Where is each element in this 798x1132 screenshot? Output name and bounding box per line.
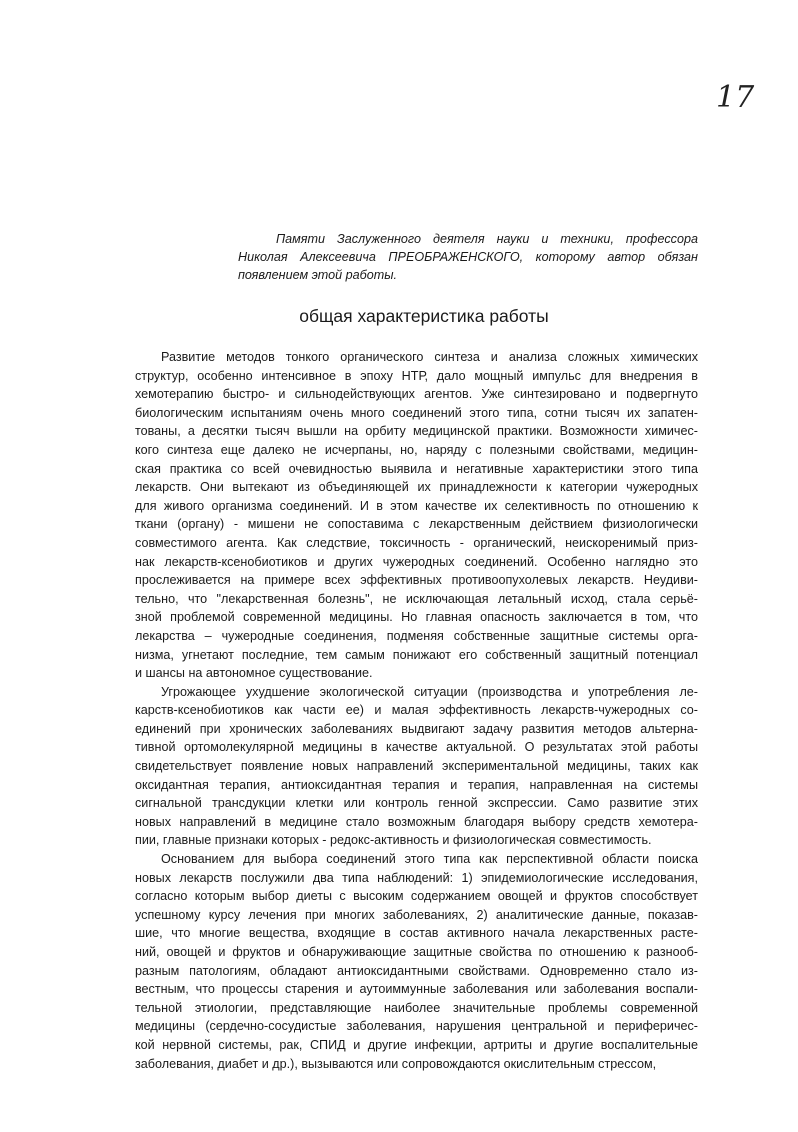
section-title: общая характеристика работы (299, 306, 549, 326)
text-line: разным патологиям, обладают антиоксидантными свойствами. Одновременно стало из- (135, 963, 698, 978)
text-line: низма, угнетают последние, тем самым понижают его собственный защитный потенциал (135, 647, 698, 662)
dedication-line: Николая Алексеевича ПРЕОБРАЖЕНСКОГО, которому автор обязан (238, 250, 698, 264)
text-line: прослеживается на примере всех эффективных противоопухолевых лекарств. Неудиви- (135, 573, 698, 588)
text-line: карств-ксенобиотиков как части ее) и малая эффективность лекарств-чужеродных со- (135, 703, 698, 718)
text-line: новых направлений в медицине стало возможным благодаря выбору средств хемотера- (135, 814, 698, 829)
text-line: структур, особенно интенсивное в эпоху НТР, дало мощный импульс для внедрения в (135, 368, 698, 383)
text-line: и шансы на автономное существование. (135, 666, 373, 681)
text-line: сигнальной трансдукции клетки или контроль генной экспрессии. Само развитие этих (135, 796, 698, 811)
text-line: лекарств. Они вытекают из объединяющей их принадлежности к категории чужеродных (135, 480, 698, 495)
text-line: пии, главные признаки которых - редокс-активность и физиологическая совместимость. (135, 833, 652, 848)
dedication-line: появлением этой работы. (238, 268, 397, 282)
text-line: хемотерапию быстро- и сильнодействующих агентов. Уже синтезировано и подвергнуто (135, 387, 698, 402)
text-line: тельно, что "лекарственная болезнь", не исключающая летальный исход, стала серьё- (135, 591, 698, 606)
body-text (135, 348, 698, 1073)
text-line: вестным, что процессы старения и аутоиммунные заболевания или заболевания воспали- (135, 982, 698, 997)
text-line: свидетельствует появление новых направлений экспериментальной медицины, таких как (135, 759, 698, 774)
text-line: ткани (органу) - мишени не сопоставима с лекарственным действием физиологически (135, 517, 698, 532)
text-line: совместимого агента. Как следствие, токсичность - органический, неискоренимый приз- (135, 535, 698, 550)
page-number: 17 (716, 80, 755, 115)
paragraph (135, 683, 698, 850)
text-line: ний, овощей и фруктов и обнаруживающие защитные свойства по отношению к разнооб- (135, 945, 698, 959)
text-line: шие, что многие вещества, входящие в состав активного начала лекарственных расте- (135, 926, 698, 941)
paragraph (135, 850, 698, 1073)
text-line: согласно которым выбор диеты с высоким содержанием овощей и фруктов способствует (135, 889, 698, 904)
text-line: Основанием для выбора соединений этого типа как перспективной области поиска (161, 852, 698, 867)
text-line: нак лекарств-ксенобиотиков и других чужеродных соединений. Особенно наглядно это (135, 554, 698, 569)
text-line: кого синтеза еще далеко не исчерпаны, но, наряду с полезными свойствами, медицин- (135, 442, 698, 457)
text-line: зной проблемой современной медицины. Но главная опасность заключается в том, что (135, 610, 698, 625)
text-line: Угрожающее ухудшение экологической ситуации (производства и употребления ле- (161, 684, 698, 699)
text-line: Развитие методов тонкого органического синтеза и анализа сложных химических (161, 350, 698, 364)
text-line: заболевания, диабет и др.), вызываются или сопровождаются окислительным стрессом, (135, 1056, 657, 1071)
text-line: успешному курсу лечения при многих заболеваниях, 2) аналитические данные, показав- (135, 907, 698, 922)
text-line: ская практика со всей очевидностью выявила и негативные характеристики этого типа (135, 461, 698, 476)
text-line: лекарства – чужеродные соединения, подменяя собственные защитные системы орга- (135, 628, 698, 643)
text-line: единений при хронических заболеваниях выдвигают задачу развития методов альтерна- (135, 721, 698, 736)
dedication-line: Памяти Заслуженного деятеля науки и техники, профессора (276, 232, 698, 246)
text-line: тивной ортомолекулярной медицины в качестве актуальной. О результатах этой работы (135, 740, 698, 755)
text-line: биологическим испытаниям очень много соединений этого типа, сотни тысяч их запатен- (135, 405, 698, 420)
text-line: оксидантная терапия, антиоксидантная терапия и терапия, направленная на системы (135, 777, 698, 792)
text-line: новых лекарств послужили два типа наблюдений: 1) эпидемиологические исследования, (135, 870, 698, 885)
paragraph (135, 348, 698, 683)
text-line: тованы, а десятки тысяч вышли на орбиту медицинской практики. Возможности химичес- (135, 424, 698, 439)
dedication (238, 230, 698, 284)
text-line: тельной этиологии, представляющие наиболее значительные проблемы современной (135, 1000, 698, 1015)
text-line: медицины (сердечно-сосудистые заболевания, нарушения центральной и периферичес- (135, 1019, 698, 1034)
text-line: кой нервной системы, рак, СПИД и другие инфекции, артриты и другие воспалительные (135, 1037, 698, 1052)
text-line: для живого организма соединений. И в этом качестве их селективность по отношению к (135, 498, 698, 513)
